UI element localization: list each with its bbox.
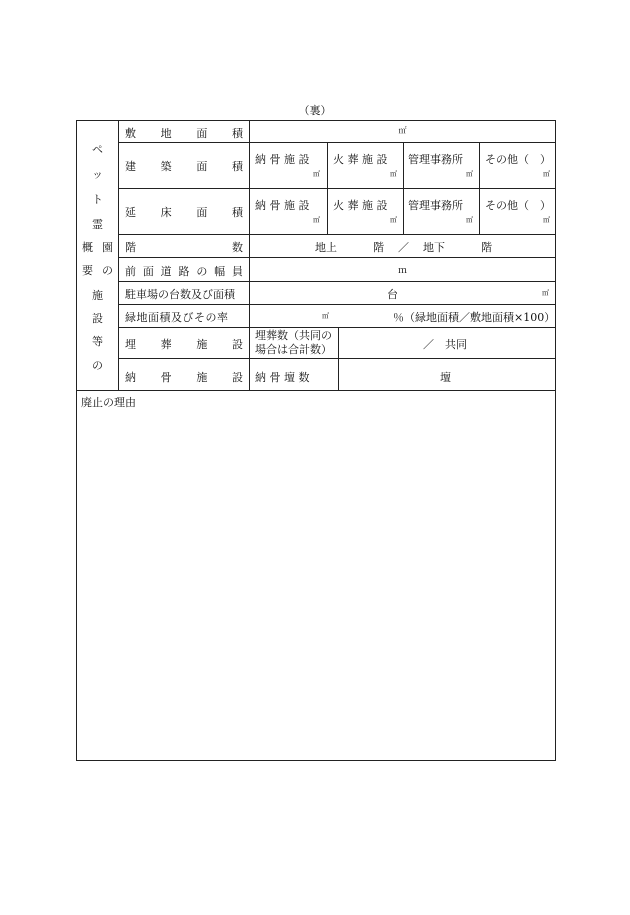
building-crematory-unit: ㎡ [390, 170, 397, 178]
floor-crematory-label: 火 葬 施 設 [333, 199, 388, 212]
floor-crematory-unit: ㎡ [390, 216, 397, 224]
side-char: の [102, 264, 113, 277]
site-area-unit: ㎡ [398, 126, 407, 135]
floors-below: 地下 [423, 241, 445, 254]
side-char: 設 [92, 312, 103, 325]
floor-office-label: 管理事務所 [408, 199, 463, 212]
building-crematory-label: 火 葬 施 設 [333, 153, 388, 166]
side-char: 園 [102, 241, 113, 254]
burial-value: ／ 共同 [423, 338, 467, 351]
reason-label: 廃止の理由 [81, 396, 136, 409]
parking-count-unit: 台 [387, 288, 398, 301]
side-char: 霊 [92, 218, 103, 231]
reason-field[interactable] [77, 391, 555, 760]
side-char: 等 [92, 335, 103, 348]
floor-ossuary-label: 納 骨 施 設 [255, 199, 310, 212]
floor-other-label: その他（ ） [485, 199, 551, 212]
label-site-area: 敷 地 面 積 [125, 127, 243, 140]
label-building-area: 建 築 面 積 [125, 160, 243, 173]
road-width-unit: ｍ [397, 266, 407, 276]
building-other-unit: ㎡ [543, 170, 550, 178]
building-office-label: 管理事務所 [408, 153, 463, 166]
building-ossuary-unit: ㎡ [313, 170, 320, 178]
floor-ossuary-unit: ㎡ [313, 216, 320, 224]
page-heading: （裏） [298, 104, 332, 117]
label-floor-area: 延 床 面 積 [125, 206, 243, 219]
floor-office-unit: ㎡ [466, 216, 473, 224]
building-office-unit: ㎡ [466, 170, 473, 178]
label-road-width: 前 面 道 路 の 幅 員 [125, 265, 243, 278]
side-char: ト [92, 193, 103, 206]
ossuary-sublabel: 納 骨 壇 数 [255, 371, 310, 384]
label-green: 緑地面積及びその率 [125, 311, 229, 324]
parking-area-unit: ㎡ [542, 289, 549, 297]
form-table [76, 120, 556, 761]
label-floors: 階 数 [125, 241, 243, 254]
side-char: 要 [82, 264, 93, 277]
building-ossuary-label: 納 骨 施 設 [255, 153, 310, 166]
label-parking: 駐車場の台数及び面積 [125, 288, 235, 301]
building-other-label: その他（ ） [485, 153, 551, 166]
floors-unit-1: 階 [373, 241, 384, 254]
side-char: ペ [92, 143, 103, 156]
label-ossuary: 納 骨 施 設 [125, 371, 243, 384]
floors-unit-2: 階 [481, 241, 492, 254]
side-char: 施 [92, 289, 103, 302]
burial-sublabel: 埋葬数（共同の 場合は合計数） [255, 329, 332, 356]
floors-separator: ／ [398, 241, 409, 254]
green-ratio: ％（緑地面積／敷地面積×100） [393, 311, 556, 324]
side-char: の [92, 359, 103, 372]
side-char: ッ [92, 168, 103, 181]
floor-other-unit: ㎡ [543, 216, 550, 224]
side-char: 概 [82, 241, 93, 254]
floors-above: 地上 [315, 241, 337, 254]
ossuary-unit: 壇 [440, 371, 451, 384]
green-area-unit: ㎡ [322, 312, 329, 320]
label-burial: 埋 葬 施 設 [125, 338, 243, 351]
